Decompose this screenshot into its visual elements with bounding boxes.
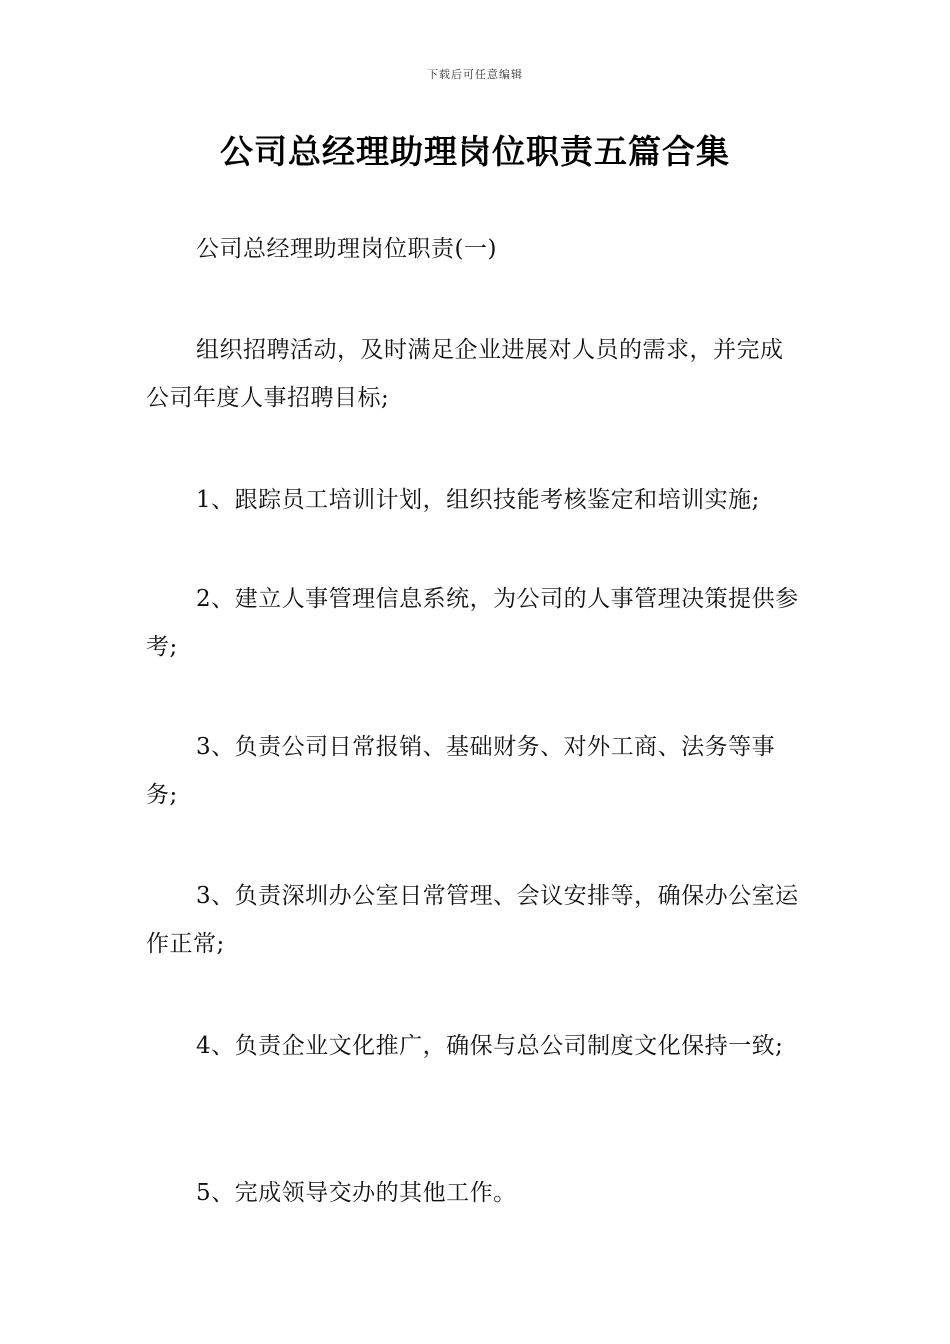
- paragraph-recruitment: 组织招聘活动，及时满足企业进展对人员的需求，并完成公司年度人事招聘目标;: [146, 337, 784, 411]
- paragraph-item-3a: 3、负责公司日常报销、基础财务、对外工商、法务等事务;: [146, 734, 776, 808]
- section-heading: 公司总经理助理岗位职责(一): [196, 236, 497, 262]
- paragraph-item-3b: 3、负责深圳办公室日常管理、会议安排等，确保办公室运作正常;: [146, 883, 799, 957]
- paragraph-item-4: 4、负责企业文化推广，确保与总公司制度文化保持一致;: [196, 1033, 784, 1059]
- paragraph-item-1: 1、跟踪员工培训计划，组织技能考核鉴定和培训实施;: [196, 487, 760, 513]
- document-title: 公司总经理助理岗位职责五篇合集: [220, 132, 730, 171]
- header-note: 下载后可任意编辑: [427, 68, 523, 81]
- paragraph-item-5: 5、完成领导交办的其他工作。: [196, 1180, 517, 1206]
- paragraph-item-2: 2、建立人事管理信息系统，为公司的人事管理决策提供参考;: [146, 586, 799, 660]
